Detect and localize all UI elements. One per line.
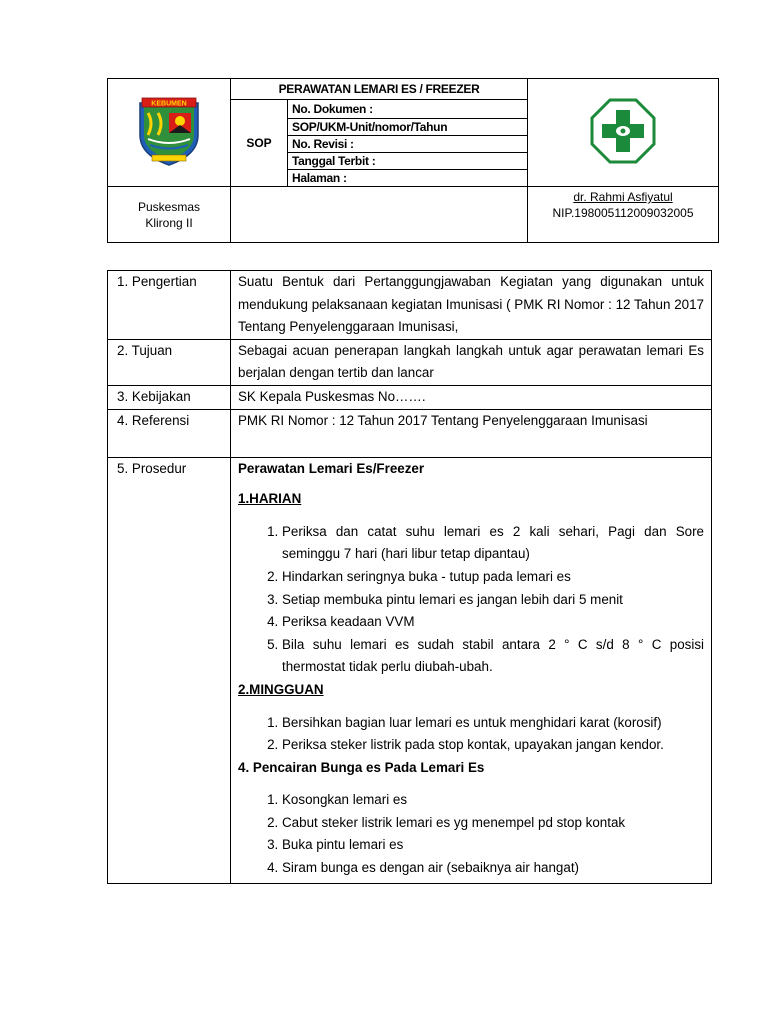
puskesmas-logo-icon <box>590 98 656 164</box>
row-tujuan <box>108 339 712 385</box>
field-halaman: Halaman : <box>288 170 528 187</box>
pencairan-title: 4. Pencairan Bunga es Pada Lemari Es <box>238 759 485 775</box>
prosedur-title: Perawatan Lemari Es/Freezer <box>238 460 425 476</box>
signer-nip: NIP.198005112009032005 <box>552 206 694 220</box>
prosedur-content <box>231 457 712 883</box>
list-item: 5. Bila suhu lemari es sudah stabil antara 2 ° C s/d 8 ° C posisi thermostat tidak perlu diubah-ubah. <box>282 634 704 679</box>
list-item: 1. Kosongkan lemari es <box>282 789 704 812</box>
text-pengertian: Suatu Bentuk dari Pertanggungjawaban Kegiatan yang digunakan untuk mendukung pelaksanaan kegiatan Imunisasi ( PMK RI Nomor : 12 Tahun 2017 Tentang Penyelenggaraan Imunisasi, <box>231 271 712 340</box>
puskesmas-logo-cell <box>528 79 719 187</box>
row-referensi <box>108 409 712 457</box>
list-item: 1. Periksa dan catat suhu lemari es 2 kali sehari, Pagi dan Sore seminggu 7 hari (hari libur tetap dipantau) <box>282 521 704 566</box>
harian-title: 1.HARIAN <box>238 491 302 507</box>
puskesmas-line-1: Puskesmas <box>137 199 201 214</box>
row-kebijakan <box>108 385 712 409</box>
harian-list <box>238 521 704 679</box>
document-title: PERAWATAN LEMARI ES / FREEZER <box>231 79 528 100</box>
row-pengertian <box>108 271 712 340</box>
text-kebijakan: SK Kepala Puskesmas No……. <box>231 385 712 409</box>
label-kebijakan: 3. Kebijakan <box>108 385 231 409</box>
sop-header-table <box>107 78 719 243</box>
list-item: 2. Hindarkan seringnya buka - tutup pada lemari es <box>282 566 704 589</box>
row-prosedur <box>108 457 712 883</box>
sop-label: SOP <box>231 100 288 187</box>
label-prosedur: 5. Prosedur <box>108 457 231 883</box>
field-no-revisi: No. Revisi : <box>288 136 528 153</box>
empty-signature-cell <box>231 187 528 243</box>
list-item: 1. Bersihkan bagian luar lemari es untuk menghidari karat (korosif) <box>282 712 704 735</box>
label-referensi: 4. Referensi <box>108 409 231 457</box>
list-item: 4. Siram bunga es dengan air (sebaiknya air hangat) <box>282 857 704 880</box>
field-tanggal-terbit: Tanggal Terbit : <box>288 153 528 170</box>
list-item: 2. Periksa steker listrik pada stop kontak, upayakan jangan kendor. <box>282 734 704 757</box>
list-item: 3. Setiap membuka pintu lemari es jangan lebih dari 5 menit <box>282 589 704 612</box>
mingguan-list <box>238 712 704 757</box>
pencairan-list <box>238 789 704 879</box>
label-tujuan: 2. Tujuan <box>108 339 231 385</box>
kebumen-logo-cell <box>108 79 231 187</box>
svg-text:KEBUMEN: KEBUMEN <box>151 100 187 108</box>
signature-cell <box>528 187 719 243</box>
signer-name: dr. Rahmi Asfiyatul <box>573 190 673 204</box>
list-item: 3. Buka pintu lemari es <box>282 834 704 857</box>
sop-content-table <box>107 270 712 884</box>
field-no-dokumen: No. Dokumen : <box>288 100 528 119</box>
list-item: 4. Periksa keadaan VVM <box>282 611 704 634</box>
field-no-dokumen-value: SOP/UKM-Unit/nomor/Tahun <box>288 119 528 136</box>
puskesmas-line-2: Klirong II <box>145 215 193 230</box>
puskesmas-name <box>108 187 231 243</box>
list-item: 2. Cabut steker listrik lemari es yg menempel pd stop kontak <box>282 812 704 835</box>
text-tujuan: Sebagai acuan penerapan langkah langkah untuk agar perawatan lemari Es berjalan dengan tertib dan lancar <box>231 339 712 385</box>
kebumen-crest-icon <box>136 95 202 167</box>
text-referensi: PMK RI Nomor : 12 Tahun 2017 Tentang Penyelenggaraan Imunisasi <box>231 409 712 457</box>
label-pengertian: 1. Pengertian <box>108 271 231 340</box>
mingguan-title: 2.MINGGUAN <box>238 681 324 697</box>
